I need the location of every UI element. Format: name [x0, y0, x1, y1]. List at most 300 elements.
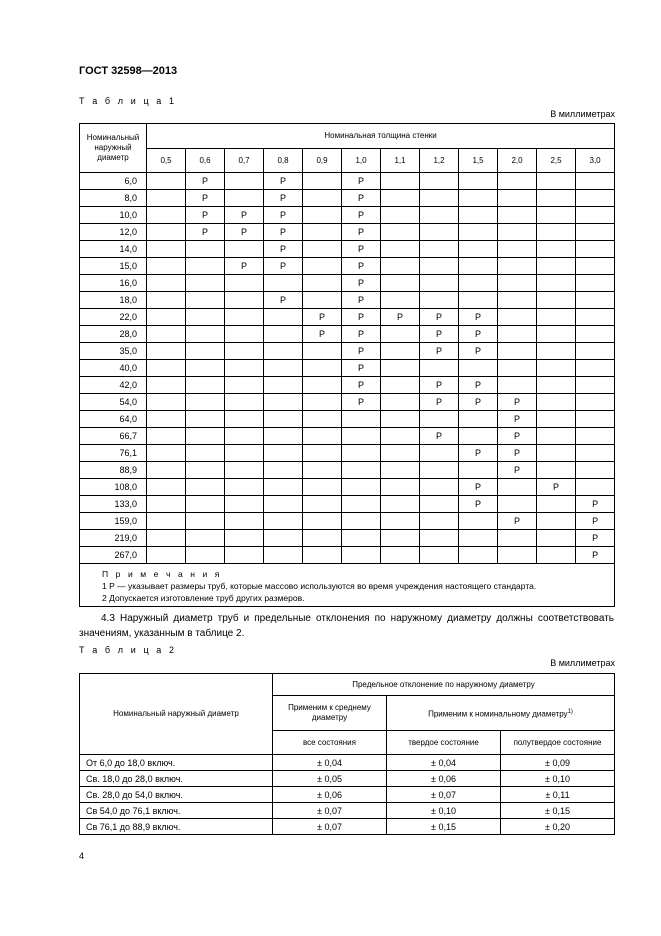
table1-diameter-cell: 42,0 — [80, 377, 147, 394]
table1-mark-cell — [225, 377, 264, 394]
table1-mark-cell — [303, 258, 342, 275]
table1-mark-cell — [186, 496, 225, 513]
table1-mark-cell — [576, 190, 615, 207]
table1-mark-cell — [147, 479, 186, 496]
table1-mark-cell — [147, 411, 186, 428]
table1-notes-row — [80, 564, 615, 607]
table1-mark-cell — [225, 190, 264, 207]
table1-diameter-cell: 133,0 — [80, 496, 147, 513]
table1-mark-cell: Р — [498, 513, 537, 530]
table1-mark-cell — [264, 343, 303, 360]
table1-mark-cell — [303, 547, 342, 564]
table1-mark-cell — [420, 445, 459, 462]
table1-mark-cell — [537, 462, 576, 479]
table1-mark-cell: Р — [342, 224, 381, 241]
table1-mark-cell — [303, 292, 342, 309]
table1-thickness-col: 0,9 — [303, 149, 342, 173]
table1-mark-cell — [225, 479, 264, 496]
table1-mark-cell — [342, 530, 381, 547]
table2-range-cell: Св 54,0 до 76,1 включ. — [80, 803, 273, 819]
table1-mark-cell: Р — [342, 173, 381, 190]
table1-mark-cell — [498, 530, 537, 547]
table1-mark-cell: Р — [459, 496, 498, 513]
table1-mark-cell: Р — [459, 445, 498, 462]
table2-row — [80, 755, 615, 771]
table1-diameter-cell: 10,0 — [80, 207, 147, 224]
table2-semihard-cell: ± 0,20 — [501, 819, 615, 835]
table1-diameter-cell: 54,0 — [80, 394, 147, 411]
table1-mark-cell — [420, 530, 459, 547]
table1-mark-cell — [186, 445, 225, 462]
table1-mark-cell — [381, 462, 420, 479]
table1-mark-cell — [186, 547, 225, 564]
table1-thickness-col: 3,0 — [576, 149, 615, 173]
table1-mark-cell — [147, 292, 186, 309]
table1-mark-cell — [420, 360, 459, 377]
table1-mark-cell — [576, 173, 615, 190]
table1-mark-cell — [381, 343, 420, 360]
page-number: 4 — [79, 851, 85, 861]
table1-mark-cell: Р — [342, 326, 381, 343]
table1-mark-cell — [303, 173, 342, 190]
table2-deviation-header: Предельное отклонение по наружному диаметру — [273, 674, 615, 696]
table1-mark-cell — [147, 275, 186, 292]
table1-mark-cell: Р — [498, 445, 537, 462]
table1-thickness-col: 1,2 — [420, 149, 459, 173]
table1-mark-cell: Р — [225, 224, 264, 241]
table1-thickness-header: Номинальная толщина стенки — [147, 124, 615, 149]
table1-mark-cell — [576, 292, 615, 309]
section-4-3-paragraph: 4.3 Наружный диаметр труб и предельные отклонения по наружному диаметру должны соответствовать значениям, указанным в таблице 2. — [79, 613, 614, 639]
table1-mark-cell — [381, 224, 420, 241]
table1-mark-cell — [342, 462, 381, 479]
table1-mark-cell — [225, 547, 264, 564]
table1-mark-cell — [537, 292, 576, 309]
table1-mark-cell — [498, 207, 537, 224]
table1-mark-cell — [381, 394, 420, 411]
table1-row — [80, 326, 615, 343]
table1-mark-cell — [459, 224, 498, 241]
table1-mark-cell — [498, 377, 537, 394]
table1-mark-cell — [537, 343, 576, 360]
table1-row — [80, 309, 615, 326]
table1-mark-cell — [576, 377, 615, 394]
table1-mark-cell — [498, 343, 537, 360]
table1-mark-cell: Р — [420, 394, 459, 411]
table1-diameter-cell: 108,0 — [80, 479, 147, 496]
table1-mark-cell — [381, 547, 420, 564]
table1-mark-cell: Р — [576, 530, 615, 547]
table1-mark-cell — [303, 445, 342, 462]
table1-mark-cell — [147, 530, 186, 547]
table1-row — [80, 462, 615, 479]
table1-mark-cell: Р — [342, 377, 381, 394]
table1-diameter-cell: 8,0 — [80, 190, 147, 207]
table1-mark-cell — [576, 360, 615, 377]
table1-mark-cell — [225, 462, 264, 479]
table1-unit: В миллиметрах — [550, 109, 615, 119]
table1-mark-cell: Р — [186, 190, 225, 207]
table1-mark-cell: Р — [303, 309, 342, 326]
table2-hard-cell: ± 0,06 — [387, 771, 501, 787]
table1-mark-cell — [537, 360, 576, 377]
table1-mark-cell — [381, 360, 420, 377]
table1-mark-cell — [264, 275, 303, 292]
table1-mark-cell: Р — [459, 326, 498, 343]
table1-mark-cell — [225, 343, 264, 360]
table2-range-cell: Св 76,1 до 88,9 включ. — [80, 819, 273, 835]
table1-mark-cell — [381, 428, 420, 445]
table1-mark-cell: Р — [459, 377, 498, 394]
table1-mark-cell — [459, 207, 498, 224]
table1-mark-cell: Р — [342, 258, 381, 275]
table1-thickness-col: 1,0 — [342, 149, 381, 173]
table1-mark-cell — [459, 173, 498, 190]
table1-mark-cell — [498, 258, 537, 275]
table2-range-cell: От 6,0 до 18,0 включ. — [80, 755, 273, 771]
table1-diameter-cell: 28,0 — [80, 326, 147, 343]
table1-mark-cell — [381, 377, 420, 394]
table1-mark-cell — [342, 496, 381, 513]
table1-mark-cell — [186, 360, 225, 377]
table1-row — [80, 530, 615, 547]
table1-mark-cell — [186, 326, 225, 343]
table1-mark-cell — [576, 258, 615, 275]
table1-mark-cell — [147, 377, 186, 394]
table1-mark-cell — [303, 411, 342, 428]
table2-row — [80, 819, 615, 835]
table1-mark-cell — [459, 547, 498, 564]
table1-mark-cell — [147, 258, 186, 275]
table1-row — [80, 190, 615, 207]
table2-hard-cell: ± 0,04 — [387, 755, 501, 771]
table1-row — [80, 377, 615, 394]
table1-mark-cell — [498, 496, 537, 513]
table1-mark-cell — [147, 241, 186, 258]
table2-hard-cell: ± 0,07 — [387, 787, 501, 803]
table1-mark-cell: Р — [420, 326, 459, 343]
table1-mark-cell — [576, 445, 615, 462]
table1-mark-cell — [381, 241, 420, 258]
table1-mark-cell — [264, 309, 303, 326]
table1-mark-cell — [576, 343, 615, 360]
table1-mark-cell: Р — [498, 428, 537, 445]
table1-row — [80, 224, 615, 241]
table1-mark-cell — [537, 241, 576, 258]
table1-mark-cell: Р — [342, 343, 381, 360]
table1-diameter-cell: 76,1 — [80, 445, 147, 462]
table1-mark-cell — [459, 360, 498, 377]
table1-mark-cell — [381, 530, 420, 547]
table1-mark-cell — [147, 343, 186, 360]
table1-mark-cell — [459, 275, 498, 292]
table1-mark-cell: Р — [498, 462, 537, 479]
table1-mark-cell: Р — [576, 513, 615, 530]
table1-diameter-cell: 159,0 — [80, 513, 147, 530]
table1-pipe-sizes — [79, 123, 615, 607]
table1-row — [80, 275, 615, 292]
table1-mark-cell: Р — [420, 343, 459, 360]
table1-mark-cell — [147, 428, 186, 445]
table2-hard-state-header: твердое состояние — [387, 731, 501, 755]
table1-row — [80, 343, 615, 360]
table2-mean-diameter-header: Применим к среднему диаметру — [273, 696, 387, 731]
table1-mark-cell — [147, 547, 186, 564]
table1-mark-cell — [225, 428, 264, 445]
table1-mark-cell — [147, 360, 186, 377]
table1-mark-cell — [576, 428, 615, 445]
table1-row — [80, 292, 615, 309]
table1-mark-cell — [303, 479, 342, 496]
table1-mark-cell — [420, 513, 459, 530]
table2-all-states-cell: ± 0,05 — [273, 771, 387, 787]
table1-caption: Т а б л и ц а 1 — [79, 96, 177, 106]
table1-mark-cell — [381, 173, 420, 190]
table1-mark-cell — [537, 496, 576, 513]
table1-mark-cell — [381, 258, 420, 275]
table2-semihard-cell: ± 0,11 — [501, 787, 615, 803]
table1-mark-cell: Р — [381, 309, 420, 326]
table1-mark-cell — [498, 173, 537, 190]
table1-diameter-cell: 15,0 — [80, 258, 147, 275]
table1-mark-cell — [186, 530, 225, 547]
table1-mark-cell — [264, 411, 303, 428]
table1-mark-cell — [303, 275, 342, 292]
table1-mark-cell — [186, 411, 225, 428]
table2-all-states-cell: ± 0,06 — [273, 787, 387, 803]
table1-mark-cell — [342, 547, 381, 564]
table1-mark-cell — [186, 377, 225, 394]
table1-mark-cell — [225, 173, 264, 190]
table1-mark-cell — [264, 377, 303, 394]
table1-mark-cell — [264, 530, 303, 547]
table1-mark-cell: Р — [576, 496, 615, 513]
table1-mark-cell — [537, 190, 576, 207]
table1-mark-cell — [186, 513, 225, 530]
table1-mark-cell: Р — [186, 207, 225, 224]
table2-semihard-cell: ± 0,09 — [501, 755, 615, 771]
table1-thickness-col: 1,1 — [381, 149, 420, 173]
table2-footnote-mark: 1) — [567, 708, 573, 715]
table1-mark-cell — [147, 462, 186, 479]
table2-all-states-cell: ± 0,04 — [273, 755, 387, 771]
table1-mark-cell — [303, 428, 342, 445]
table1-mark-cell — [420, 411, 459, 428]
table1-mark-cell — [459, 428, 498, 445]
table1-mark-cell — [381, 275, 420, 292]
table1-mark-cell — [381, 496, 420, 513]
table1-mark-cell — [225, 275, 264, 292]
table1-mark-cell: Р — [342, 292, 381, 309]
table1-row — [80, 394, 615, 411]
table1-mark-cell — [186, 241, 225, 258]
table1-mark-cell — [537, 377, 576, 394]
table1-mark-cell — [576, 462, 615, 479]
table2-all-states-cell: ± 0,07 — [273, 803, 387, 819]
table1-mark-cell — [576, 326, 615, 343]
table1-mark-cell: Р — [225, 258, 264, 275]
table1-mark-cell: Р — [498, 394, 537, 411]
table1-mark-cell — [225, 445, 264, 462]
table1-mark-cell: Р — [459, 309, 498, 326]
table1-thickness-col: 0,7 — [225, 149, 264, 173]
table1-mark-cell — [537, 547, 576, 564]
table1-mark-cell — [303, 343, 342, 360]
table1-mark-cell — [459, 241, 498, 258]
table1-mark-cell — [498, 547, 537, 564]
table1-mark-cell — [420, 224, 459, 241]
table1-mark-cell — [147, 309, 186, 326]
table1-mark-cell — [381, 292, 420, 309]
table1-diameter-cell: 16,0 — [80, 275, 147, 292]
table2-caption: Т а б л и ц а 2 — [79, 645, 177, 655]
table1-mark-cell — [420, 241, 459, 258]
table1-row — [80, 360, 615, 377]
table1-mark-cell — [537, 326, 576, 343]
table1-mark-cell — [225, 394, 264, 411]
table1-mark-cell: Р — [264, 258, 303, 275]
table1-mark-cell — [303, 224, 342, 241]
table1-mark-cell — [498, 275, 537, 292]
table1-mark-cell — [420, 547, 459, 564]
table1-mark-cell — [381, 190, 420, 207]
table1-mark-cell — [537, 428, 576, 445]
table1-mark-cell — [498, 326, 537, 343]
table1-diameter-cell: 219,0 — [80, 530, 147, 547]
table1-row — [80, 173, 615, 190]
table1-mark-cell — [303, 496, 342, 513]
table1-mark-cell — [498, 479, 537, 496]
table2-semihard-cell: ± 0,15 — [501, 803, 615, 819]
table1-mark-cell: Р — [342, 360, 381, 377]
table1-thickness-col: 0,6 — [186, 149, 225, 173]
table1-thickness-col: 0,8 — [264, 149, 303, 173]
table2-diameter-header: Номинальный наружный диаметр — [80, 674, 273, 755]
table1-mark-cell — [576, 479, 615, 496]
table1-mark-cell — [303, 360, 342, 377]
table1-mark-cell — [537, 445, 576, 462]
table1-mark-cell — [537, 258, 576, 275]
table1-mark-cell: Р — [264, 190, 303, 207]
table1-mark-cell — [264, 479, 303, 496]
table1-mark-cell — [147, 224, 186, 241]
table1-mark-cell — [459, 530, 498, 547]
table1-mark-cell — [381, 445, 420, 462]
table1-mark-cell — [264, 360, 303, 377]
table2-all-states-header: все состояния — [273, 731, 387, 755]
table2-row — [80, 787, 615, 803]
table1-mark-cell: Р — [264, 292, 303, 309]
table2-row — [80, 771, 615, 787]
table1-row — [80, 547, 615, 564]
table1-mark-cell — [459, 411, 498, 428]
table1-mark-cell — [186, 309, 225, 326]
table1-diameter-cell: 267,0 — [80, 547, 147, 564]
table1-mark-cell — [264, 445, 303, 462]
table1-row — [80, 496, 615, 513]
table1-mark-cell — [537, 394, 576, 411]
table1-diameter-header: Номинальный наружный диаметр — [80, 124, 147, 173]
table1-mark-cell — [420, 496, 459, 513]
table1-mark-cell — [498, 241, 537, 258]
table1-mark-cell — [147, 496, 186, 513]
table1-mark-cell: Р — [498, 411, 537, 428]
table1-mark-cell: Р — [264, 173, 303, 190]
table2-hard-cell: ± 0,10 — [387, 803, 501, 819]
table1-mark-cell — [498, 190, 537, 207]
table1-mark-cell — [420, 207, 459, 224]
table1-mark-cell — [576, 275, 615, 292]
table1-mark-cell — [264, 428, 303, 445]
table1-row — [80, 513, 615, 530]
table1-mark-cell: Р — [303, 326, 342, 343]
table1-diameter-cell: 18,0 — [80, 292, 147, 309]
table1-mark-cell: Р — [225, 207, 264, 224]
table1-mark-cell — [225, 513, 264, 530]
table1-mark-cell — [225, 530, 264, 547]
table1-mark-cell — [225, 326, 264, 343]
table1-mark-cell — [303, 513, 342, 530]
table1-mark-cell — [498, 309, 537, 326]
table1-mark-cell: Р — [264, 224, 303, 241]
table1-diameter-cell: 14,0 — [80, 241, 147, 258]
table1-mark-cell — [420, 258, 459, 275]
table1-mark-cell — [537, 513, 576, 530]
table1-mark-cell — [225, 241, 264, 258]
table2-semihard-state-header: полутвердое состояние — [501, 731, 615, 755]
table1-mark-cell — [342, 411, 381, 428]
table1-mark-cell — [186, 343, 225, 360]
table1-mark-cell — [459, 190, 498, 207]
table1-mark-cell — [264, 547, 303, 564]
notes-heading: П р и м е ч а н и я — [102, 569, 223, 579]
table1-row — [80, 445, 615, 462]
table1-mark-cell — [537, 275, 576, 292]
table1-mark-cell: Р — [459, 479, 498, 496]
table1-row — [80, 258, 615, 275]
table1-mark-cell: Р — [342, 394, 381, 411]
table1-mark-cell — [342, 513, 381, 530]
table1-mark-cell — [264, 462, 303, 479]
table1-diameter-cell: 22,0 — [80, 309, 147, 326]
table1-mark-cell: Р — [342, 309, 381, 326]
table1-mark-cell — [186, 479, 225, 496]
table1-mark-cell — [381, 326, 420, 343]
table1-mark-cell — [459, 462, 498, 479]
table1-mark-cell: Р — [186, 173, 225, 190]
table1-mark-cell — [186, 258, 225, 275]
table1-mark-cell — [147, 207, 186, 224]
table1-mark-cell — [303, 241, 342, 258]
table1-mark-cell — [225, 496, 264, 513]
table2-all-states-cell: ± 0,07 — [273, 819, 387, 835]
table1-mark-cell — [303, 190, 342, 207]
table1-mark-cell: Р — [459, 394, 498, 411]
table1-thickness-col: 2,5 — [537, 149, 576, 173]
table1-mark-cell — [225, 360, 264, 377]
table1-row — [80, 241, 615, 258]
table1-mark-cell — [420, 462, 459, 479]
table1-mark-cell: Р — [420, 377, 459, 394]
table1-notes — [80, 564, 615, 607]
table1-mark-cell — [459, 258, 498, 275]
table1-mark-cell — [381, 411, 420, 428]
table2-hard-cell: ± 0,15 — [387, 819, 501, 835]
table1-mark-cell: Р — [420, 428, 459, 445]
table1-mark-cell — [186, 428, 225, 445]
table2-semihard-cell: ± 0,10 — [501, 771, 615, 787]
table1-mark-cell — [147, 445, 186, 462]
